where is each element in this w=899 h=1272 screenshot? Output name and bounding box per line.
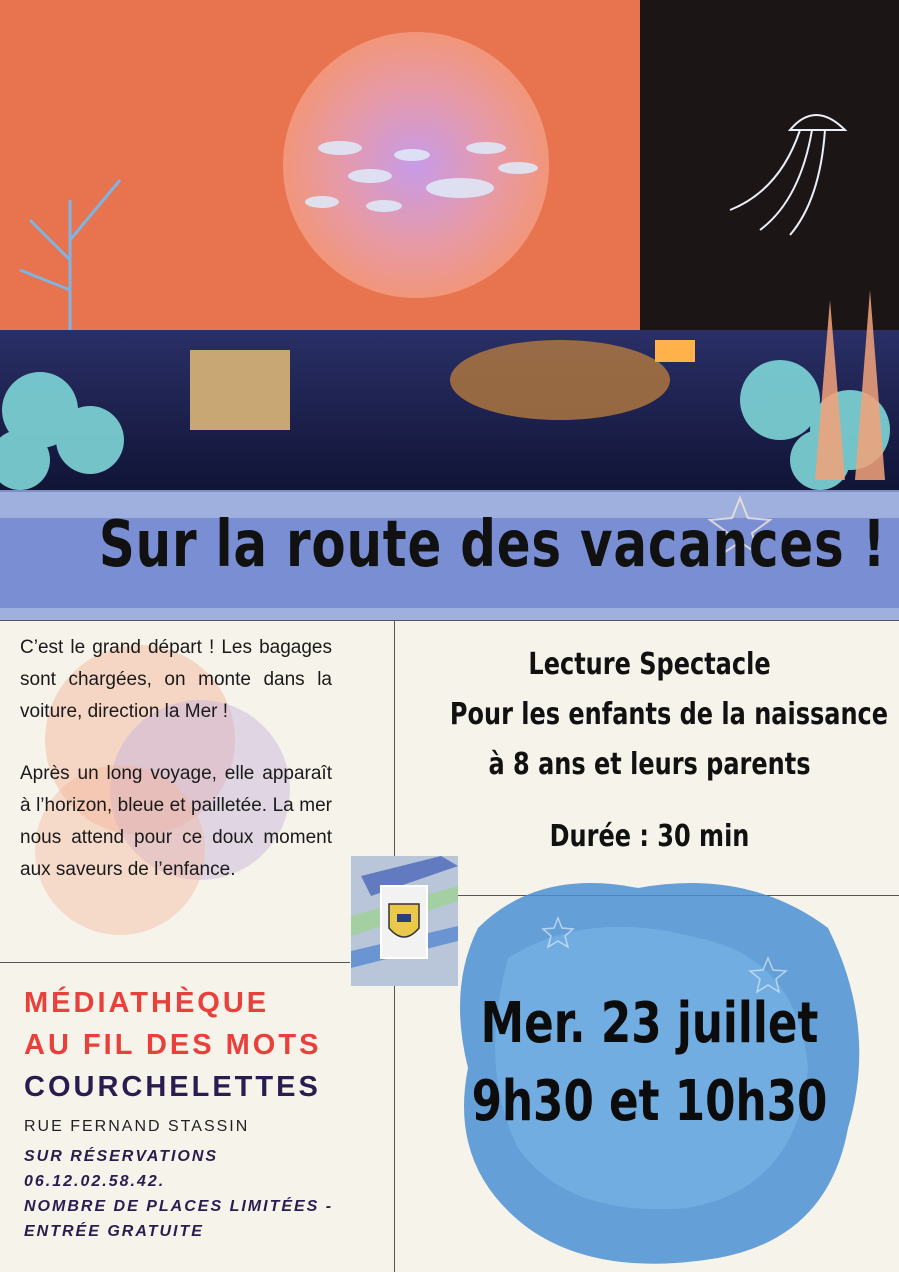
audience-line-1: Pour les enfants de la naissance — [449, 697, 889, 732]
left-divider — [0, 962, 350, 963]
venue-name-1: MÉDIATHÈQUE — [24, 987, 270, 1019]
event-day: Mer. 23 juillet — [480, 991, 819, 1056]
event-date — [400, 985, 899, 1141]
description — [20, 632, 332, 916]
description-paragraph: C’est le grand départ ! Les bagages sont chargées, on monte dans la voiture, direction la Mer ! — [20, 637, 332, 722]
stage-illustration — [0, 0, 899, 492]
booking-phone: 06.12.02.58.42. — [24, 1173, 166, 1190]
free-entry: ENTRÉE GRATUITE — [24, 1223, 204, 1240]
event-times: 9h30 et 10h30 — [471, 1069, 828, 1134]
event-type: Lecture Spectacle — [528, 647, 771, 682]
top-divider — [0, 620, 899, 621]
venue-block — [24, 982, 384, 1244]
venue-street: RUE FERNAND STASSIN — [24, 1118, 250, 1135]
venue-name-2: AU FIL DES MOTS — [24, 1029, 322, 1061]
audience-line-2: à 8 ans et leurs parents — [488, 747, 811, 782]
stage-photo — [0, 0, 899, 492]
lamp-icon — [655, 340, 695, 362]
crest-icon — [351, 856, 458, 986]
duration: Durée : 30 min — [549, 819, 750, 854]
limited-seats: NOMBRE DE PLACES LIMITÉES - — [24, 1198, 334, 1215]
town-logo — [351, 856, 458, 986]
description-paragraph: Après un long voyage, elle apparaît à l’horizon, bleue et pailletée. La mer nous attend pour ce doux moment aux saveurs de l’enfance. — [20, 763, 332, 880]
treasure-chest-icon — [190, 350, 290, 430]
event-info — [400, 640, 899, 862]
booking-label: SUR RÉSERVATIONS — [24, 1148, 219, 1165]
page-title: Sur la route des vacances ! — [98, 508, 887, 582]
venue-city: COURCHELETTES — [24, 1071, 321, 1103]
